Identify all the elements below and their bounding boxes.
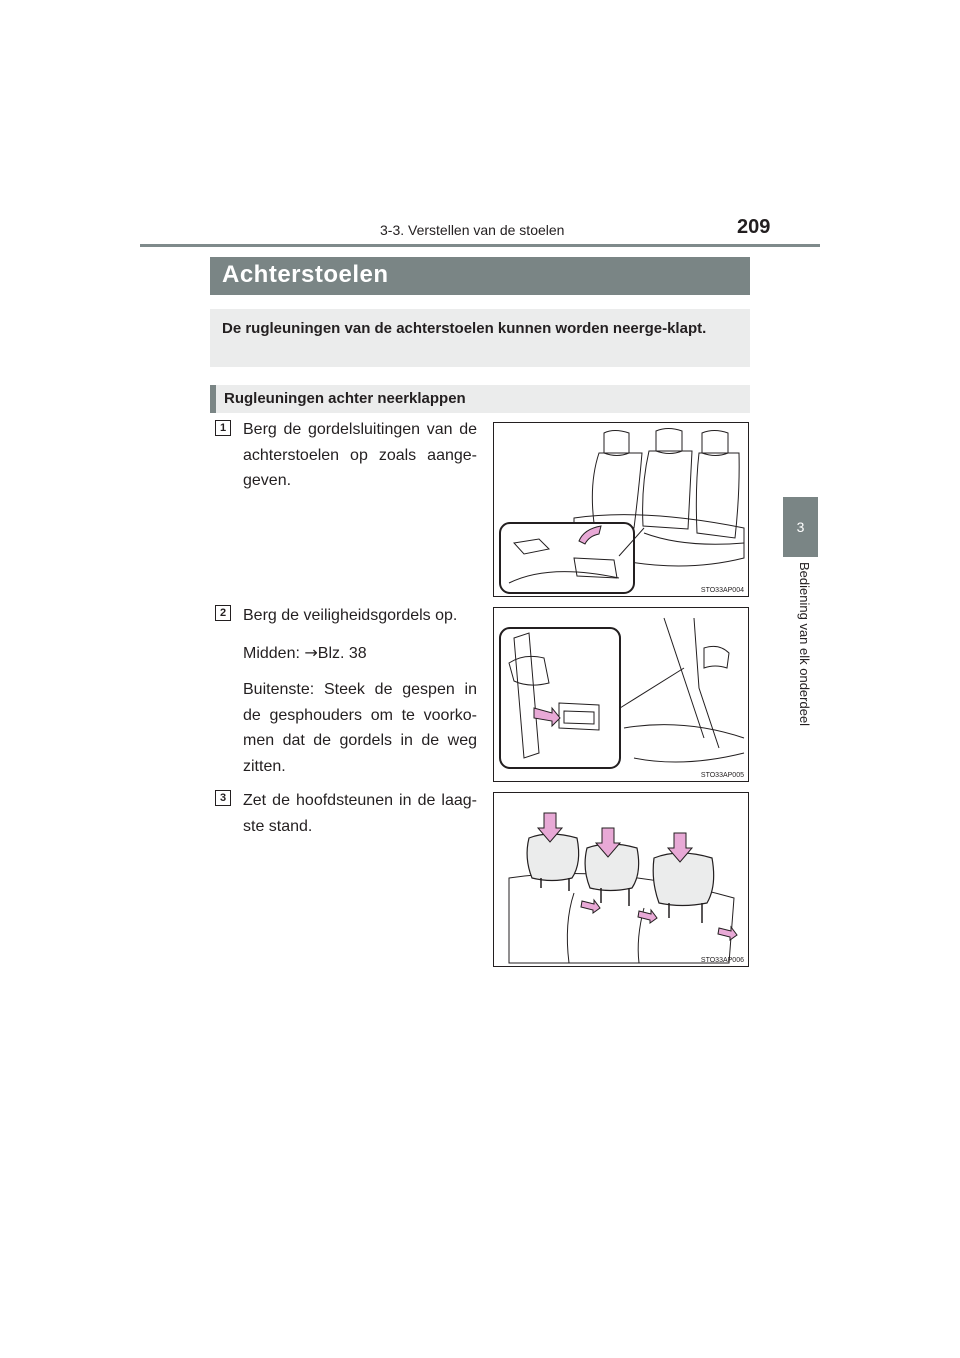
figure-headrests-lowered [493,792,749,967]
step-1-paragraph: Berg de gordelsluitingen van de achterstoelen op zoals aange-geven. [243,421,477,489]
page-number: 209 [737,216,771,238]
chapter-tab: 3 [783,497,818,557]
step-3-text [243,788,477,850]
step-2-paragraph-1: Berg de veiligheidsgordels op. [243,607,458,624]
headrest-illustration [494,793,748,966]
midden-label: Midden: [243,644,305,662]
page-heading: Achterstoelen [222,261,389,288]
chapter-title: Bediening van elk onderdeel [797,562,812,727]
step-number-3: 3 [215,790,231,806]
figure-code: STO33AP004 [700,587,744,594]
figure-code: STO33AP006 [700,957,744,964]
step-2-text [243,603,477,790]
step-number-1: 1 [215,420,231,436]
step-2-paragraph-2 [243,640,477,667]
page-reference[interactable]: Blz. 38 [317,644,367,662]
reference-arrow-icon: → [304,642,318,662]
figure-seatbelt-storage [493,607,749,782]
header-rule [140,244,820,247]
step-number-2: 2 [215,605,231,621]
subheading: Rugleuningen achter neerklappen [224,390,466,407]
intro-text: De rugleuningen van de achterstoelen kunnen worden neerge-klapt. [222,320,707,337]
seatbelt-illustration [494,608,748,781]
figure-code: STO33AP005 [700,772,744,779]
rear-seat-illustration [494,423,748,596]
step-1-text [243,417,477,505]
step-3-paragraph: Zet de hoofdsteunen in de laag-ste stand. [243,792,477,835]
figure-rear-seat-buckles [493,422,749,597]
section-title: 3-3. Verstellen van de stoelen [380,222,565,238]
step-2-paragraph-3: Buitenste: Steek de gespen in de gesphouders om te voorko-men dat de gordels in de weg zitten. [243,681,477,775]
